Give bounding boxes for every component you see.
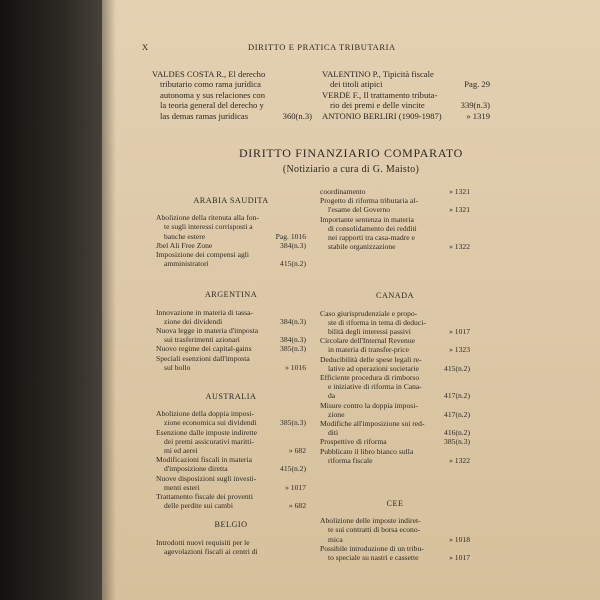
section-title: DIRITTO FINANZIARIO COMPARATO [238, 146, 464, 160]
entry-line [320, 196, 470, 205]
index-entry [322, 111, 490, 121]
country-section [156, 196, 306, 268]
entry-line [320, 318, 470, 327]
entry-line [156, 213, 306, 222]
entry-line [156, 464, 306, 473]
entry-line [156, 446, 306, 455]
top-references-left [152, 69, 312, 121]
entry-line [152, 100, 312, 110]
entry-text: menti esteri [164, 482, 200, 492]
entry-text: zione [328, 409, 345, 419]
entry-line [156, 501, 306, 510]
entry-page: 360(n.3) [282, 110, 312, 121]
index-entry [320, 447, 470, 465]
entry-text: zione economica sui dividendi [164, 418, 257, 428]
entry-text: autonoma y sus relaciones con [160, 89, 266, 100]
entry-text: Caso giurisprudenziale e propo- [320, 308, 418, 318]
entry-text: sul bollo [164, 362, 191, 372]
entry-page: 385(n.3) [444, 437, 470, 447]
section-subtitle: (Notiziario a cura di G. Maisto) [282, 164, 420, 175]
entry-line [320, 364, 470, 373]
entry-text: da [328, 391, 336, 401]
index-entry [156, 326, 306, 344]
entry-text: Deducibilità delle spese legali re- [320, 354, 422, 364]
entry-page: 384(n.3) [280, 335, 306, 345]
book-page [102, 0, 600, 600]
entry-page: 339(n.3) [460, 100, 490, 111]
entry-page: 385(n.3) [280, 418, 306, 428]
index-entry [156, 492, 306, 510]
index-entry [320, 336, 470, 354]
entry-line [320, 428, 470, 437]
country-heading: ARABIA SAUDITA [193, 196, 269, 205]
entry-text: Abolizione delle imposte indiret- [320, 516, 421, 526]
entry-line [156, 409, 306, 418]
entry-line [156, 492, 306, 501]
index-entry [322, 90, 490, 111]
country-section [156, 520, 306, 556]
entry-text: tributario como rama jurídica [160, 79, 261, 90]
entry-line [320, 410, 470, 419]
index-entry [320, 544, 470, 562]
entry-text: Nuove disposizioni sugli investi- [156, 473, 257, 483]
entry-text: Nuova legge in materia d'imposta [156, 326, 259, 336]
entry-page: 384(n.3) [280, 240, 306, 250]
entry-text: Misure contro la doppia imposi- [320, 400, 418, 410]
entry-page: 415(n.2) [280, 464, 306, 474]
entry-line [152, 69, 312, 79]
entry-page: » 1017 [285, 482, 306, 492]
country-section [320, 187, 470, 251]
entry-page: 385(n.3) [280, 344, 306, 354]
entry-text: VERDE F., Il trattamento tributa- [322, 89, 438, 100]
entry-line [156, 259, 306, 268]
entry-page: » 682 [288, 446, 306, 456]
entry-text: Progetto di riforma tributaria al- [320, 196, 418, 206]
index-entry [156, 308, 306, 326]
entry-line [156, 437, 306, 446]
entry-line [322, 90, 490, 100]
index-entry [320, 196, 470, 214]
entry-line [156, 335, 306, 344]
entry-line [320, 345, 470, 354]
index-entry [156, 344, 306, 353]
entry-line [320, 355, 470, 364]
entry-line [320, 187, 470, 196]
index-entry [156, 455, 306, 473]
entry-text: Efficiente procedura di rimborso [320, 373, 420, 383]
entry-line [322, 111, 490, 121]
index-entry [322, 69, 490, 90]
entry-line [320, 327, 470, 336]
entry-page: » 682 [288, 501, 306, 511]
book-binding-edge [0, 0, 102, 600]
entry-page: 417(n.2) [444, 409, 470, 419]
entry-page: » 1017 [449, 327, 470, 337]
entry-text: d'imposizione diretta [164, 464, 228, 474]
entry-line [320, 535, 470, 544]
index-entry [156, 428, 306, 456]
index-entry [320, 516, 470, 544]
entry-page: Pag. 1016 [275, 231, 306, 241]
entry-line [320, 456, 470, 465]
entry-text: coordinamento [320, 187, 366, 196]
entry-text: ste di riforma in tema di deduci- [328, 317, 426, 327]
entry-line [320, 233, 470, 242]
entry-line [156, 308, 306, 317]
entry-text: dei titoli atipici [330, 79, 383, 90]
entry-text: ANTONIO BERLIRI (1909-1987) [322, 110, 442, 121]
entry-text: lative ad operazioni societarie [328, 363, 419, 373]
entry-text: delle perdite sui cambi [164, 501, 233, 511]
entry-text: Abolizione della doppia imposi- [156, 409, 255, 419]
running-title: DIRITTO E PRATICA TRIBUTARIA [248, 42, 396, 52]
entry-text: Importante sentenza in materia [320, 214, 414, 224]
entry-line [320, 205, 470, 214]
entry-text: l'esame del Governo [328, 205, 391, 215]
index-entry [320, 419, 470, 437]
entry-page: 417(n.2) [444, 391, 470, 401]
entry-text: agevolazioni fiscali ai centri di [164, 546, 258, 556]
index-entry [320, 355, 470, 373]
entry-text: riforma fiscale [328, 455, 373, 465]
index-entry [156, 354, 306, 372]
index-entry [156, 409, 306, 427]
entry-text: Pubblicato il libro bianco sulla [320, 446, 414, 456]
entry-text: Introdotti nuovi requisiti per le [156, 537, 250, 547]
entry-text: mi ed aerei [164, 446, 198, 456]
entry-text: te sui contratti di borsa econo- [328, 525, 421, 535]
country-section [156, 290, 306, 372]
entry-text: banche estere [164, 231, 206, 241]
entry-page: » 1017 [449, 553, 470, 563]
entry-text: Circolare dell'Internal Revenue [320, 336, 415, 346]
entry-line [320, 373, 470, 382]
entry-text: Innovazione in materia di tassa- [156, 307, 253, 317]
entry-text: sui trasferimenti azionari [164, 335, 240, 345]
index-entry [320, 187, 470, 196]
index-entry [156, 250, 306, 268]
entry-line [156, 428, 306, 437]
entry-line [156, 418, 306, 427]
entry-line [322, 69, 490, 79]
entry-page: 384(n.3) [280, 316, 306, 326]
entry-line [320, 419, 470, 428]
entry-text: Trattamento fiscale dei proventi [156, 492, 253, 502]
entry-line [320, 382, 470, 391]
entry-line [156, 354, 306, 363]
entry-text: Speciali esenzioni dall'imposta [156, 353, 250, 363]
entry-page: » 1016 [285, 362, 306, 372]
entry-text: diti [328, 428, 339, 438]
country-heading: CEE [386, 499, 404, 509]
entry-page: 415(n.2) [444, 363, 470, 373]
entry-text: te sugli interessi corrisposti a [164, 222, 253, 232]
entry-page: 416(n.2) [444, 428, 470, 438]
country-section [156, 392, 306, 510]
entry-text: rio dei premi e delle vincite [330, 100, 425, 111]
entry-line [152, 79, 312, 89]
entry-text: la teoria general del derecho y [160, 100, 264, 111]
entry-page: » 1322 [449, 242, 470, 252]
entry-line [156, 344, 306, 353]
entry-line [320, 309, 470, 318]
entry-text: amministratori [164, 259, 209, 269]
entry-line [320, 553, 470, 562]
entry-line [152, 111, 312, 121]
country-section [320, 291, 470, 465]
index-entry [156, 213, 306, 241]
page-gutter-shadow [102, 0, 116, 600]
country-heading: ARGENTINA [204, 290, 258, 300]
entry-line [156, 222, 306, 231]
index-entry [156, 474, 306, 492]
entry-line [320, 401, 470, 410]
entry-text: Nuovo regime dei capital-gains [156, 344, 252, 354]
entry-page: » 1322 [449, 455, 470, 465]
entry-line [156, 232, 306, 241]
right-column [320, 187, 470, 562]
entry-line [156, 455, 306, 464]
entry-page: » 1323 [449, 345, 470, 355]
entry-line [156, 483, 306, 492]
entry-line [156, 363, 306, 372]
entry-line [322, 100, 490, 110]
index-entry [156, 538, 306, 556]
entry-text: dei premi assicurativi maritti- [164, 436, 255, 446]
entry-line [320, 224, 470, 233]
country-heading: AUSTRALIA [205, 392, 257, 402]
entry-line [322, 79, 490, 89]
index-entry [320, 373, 470, 401]
entry-text: di consolidamento dei redditi [328, 223, 417, 233]
entry-line [320, 447, 470, 456]
entry-line [320, 242, 470, 251]
entry-text: bilità degli interessi passivi [328, 327, 411, 337]
entry-line [156, 326, 306, 335]
entry-text: Possibile introduzione di un tribu- [320, 543, 424, 553]
entry-text: stabile organizzazione [328, 242, 396, 252]
entry-line [320, 525, 470, 534]
entry-text: Prospettive di riforma [320, 437, 387, 447]
entry-line [320, 336, 470, 345]
entry-page: » 1319 [466, 110, 490, 121]
page-number: X [142, 42, 149, 52]
entry-text: VALDES COSTA R., El derecho [152, 69, 266, 79]
entry-page: Pag. 29 [464, 79, 490, 90]
index-entry [156, 241, 306, 250]
index-entry [320, 437, 470, 446]
entry-text: Modificazioni fiscali in materia [156, 455, 252, 465]
index-entry [320, 309, 470, 337]
country-heading: CANADA [375, 291, 415, 301]
entry-line [156, 250, 306, 259]
index-entry [152, 69, 312, 121]
country-section [320, 499, 470, 562]
entry-text: Imposizione dei compensi agli [156, 250, 250, 260]
top-references-right [322, 69, 490, 121]
entry-page: » 1018 [449, 534, 470, 544]
entry-page: » 1321 [449, 205, 470, 215]
entry-text: e iniziative di riforma in Cana- [328, 382, 422, 392]
entry-page: 415(n.2) [280, 259, 306, 269]
entry-line [156, 317, 306, 326]
entry-text: las demas ramas juridicas [160, 110, 249, 121]
entry-line [156, 241, 306, 250]
entry-text: Jbel Ali Free Zone [156, 240, 213, 250]
index-entry [320, 215, 470, 252]
entry-text: in materia di transfer-price [328, 345, 410, 355]
entry-page: » 1321 [449, 187, 470, 196]
country-heading: BELGIO [214, 520, 248, 530]
entry-text: Esenzione dalle imposte indirette [156, 427, 258, 437]
entry-text: zione dei dividendi [164, 316, 223, 326]
entry-line [320, 516, 470, 525]
entry-line [152, 90, 312, 100]
left-column [156, 196, 306, 556]
entry-line [320, 215, 470, 224]
entry-line [156, 474, 306, 483]
entry-text: Modifiche all'imposizione sui red- [320, 419, 425, 429]
index-entry [320, 401, 470, 419]
entry-line [156, 547, 306, 556]
entry-text: Abolizione della ritenuta alla fon- [156, 213, 259, 223]
entry-line [320, 391, 470, 400]
entry-text: nei rapporti tra casa-madre e [328, 233, 415, 243]
entry-line [320, 544, 470, 553]
entry-text: mica [328, 534, 343, 544]
entry-line [320, 437, 470, 446]
entry-text: to speciale su nastri e cassette [328, 553, 419, 563]
entry-text: VALENTINO P., Tipicità fiscale [322, 69, 434, 79]
entry-line [156, 538, 306, 547]
